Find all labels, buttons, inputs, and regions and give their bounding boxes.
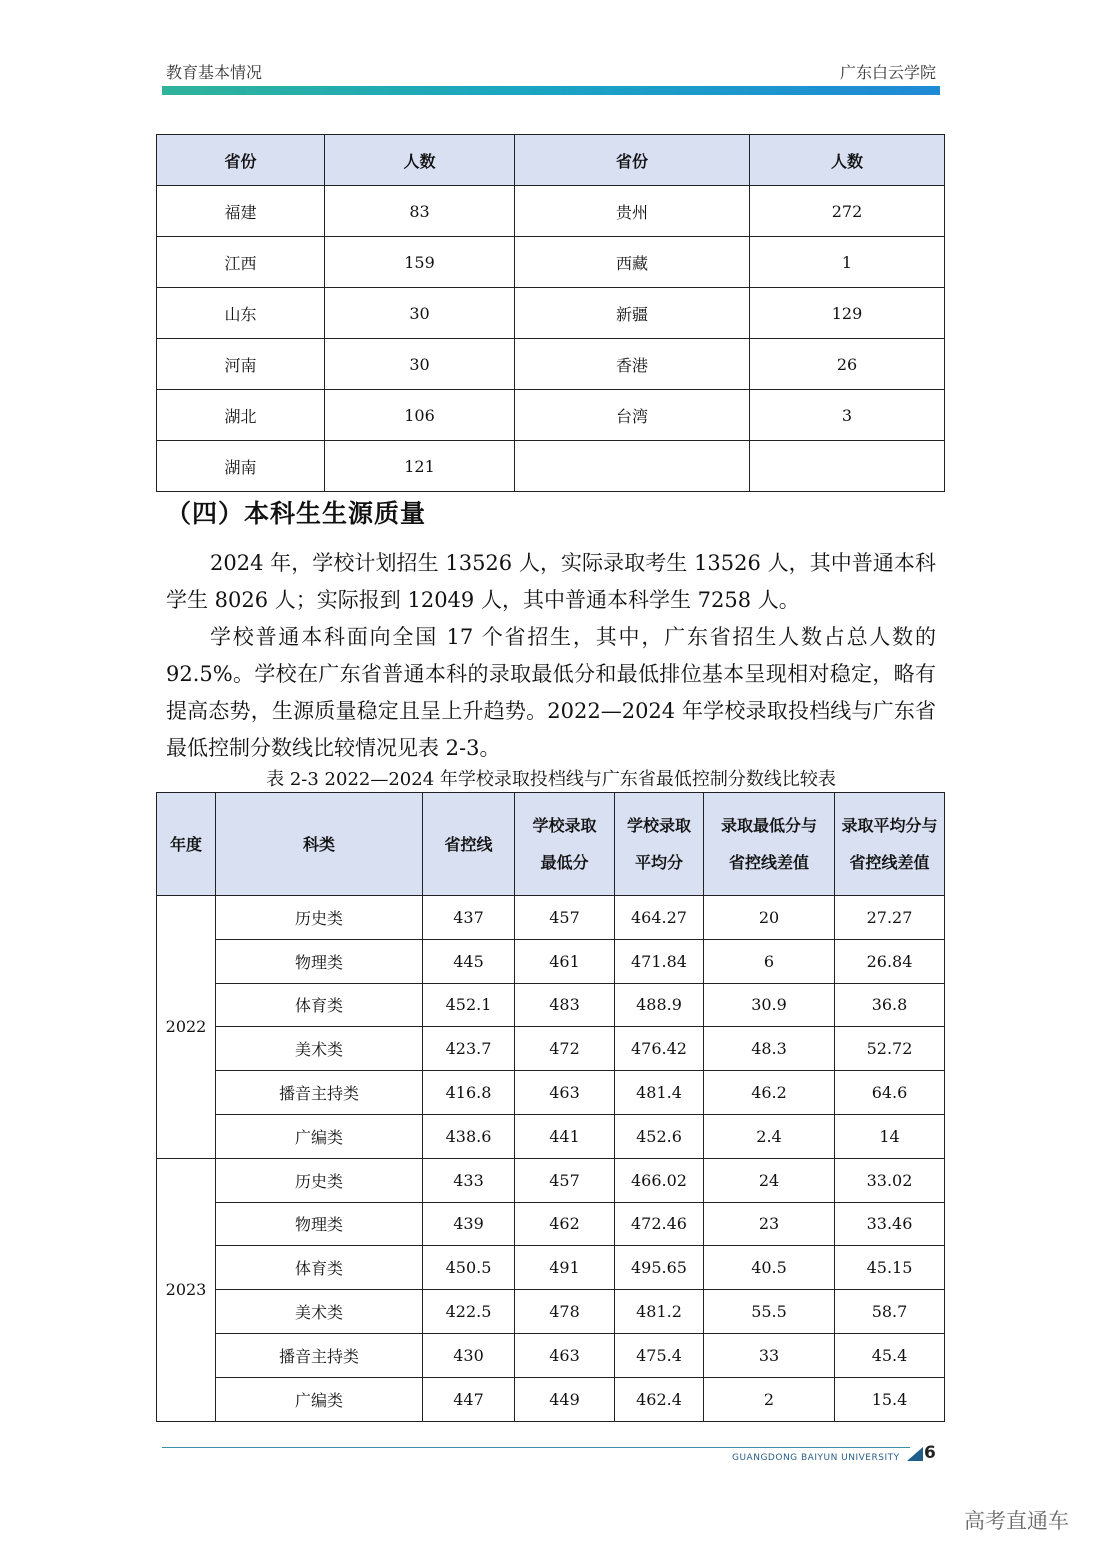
- score-cell: 416.8: [423, 1071, 515, 1115]
- category-cell: 广编类: [216, 1114, 423, 1158]
- column-header: 省控线: [423, 793, 515, 896]
- table-row: [157, 1202, 945, 1246]
- table-row: [157, 339, 945, 390]
- score-cell: 46.2: [704, 1071, 835, 1115]
- column-header: [515, 793, 615, 896]
- table-cell: 湖北: [157, 390, 325, 441]
- category-cell: 播音主持类: [216, 1333, 423, 1377]
- score-cell: 438.6: [423, 1114, 515, 1158]
- category-cell: 美术类: [216, 1290, 423, 1334]
- table-row: [157, 939, 945, 983]
- running-header-left: 教育基本情况: [166, 63, 263, 82]
- score-cell: 488.9: [615, 983, 704, 1027]
- column-header-label: 录取平均分与省控线差值: [841, 816, 938, 872]
- column-header: 人数: [325, 135, 515, 186]
- score-cell: 55.5: [704, 1290, 835, 1334]
- table-cell: 山东: [157, 288, 325, 339]
- score-cell: 481.4: [615, 1071, 704, 1115]
- category-cell: 美术类: [216, 1027, 423, 1071]
- score-cell: 437: [423, 896, 515, 940]
- category-cell: 体育类: [216, 983, 423, 1027]
- category-cell: 物理类: [216, 939, 423, 983]
- table-row: [157, 288, 945, 339]
- score-cell: 64.6: [835, 1071, 945, 1115]
- score-cell: 450.5: [423, 1246, 515, 1290]
- score-cell: 472.46: [615, 1202, 704, 1246]
- table-row: [157, 390, 945, 441]
- column-header: [615, 793, 704, 896]
- category-cell: 播音主持类: [216, 1071, 423, 1115]
- score-cell: 441: [515, 1114, 615, 1158]
- score-cell: 30.9: [704, 983, 835, 1027]
- table-cell: 台湾: [515, 390, 750, 441]
- category-cell: 体育类: [216, 1246, 423, 1290]
- score-cell: 20: [704, 896, 835, 940]
- table-row: [157, 441, 945, 492]
- table-caption: 表 2-3 2022—2024 年学校录取投档线与广东省最低控制分数线比较表: [266, 769, 836, 790]
- table-cell: 106: [325, 390, 515, 441]
- watermark: 高考直通车: [964, 1509, 1069, 1533]
- table-cell: 30: [325, 339, 515, 390]
- score-cell: 445: [423, 939, 515, 983]
- footer-triangle-icon: [907, 1447, 923, 1461]
- score-cell: 478: [515, 1290, 615, 1334]
- category-cell: 广编类: [216, 1377, 423, 1421]
- score-cell: 52.72: [835, 1027, 945, 1071]
- score-cell: 14: [835, 1114, 945, 1158]
- score-comparison-table: [156, 792, 945, 1422]
- score-cell: 48.3: [704, 1027, 835, 1071]
- body-paragraph: 学校普通本科面向全国 17 个省招生，其中，广东省招生人数占总人数的 92.5%。学校在广东省普通本科的录取最低分和最低排位基本呈现相对稳定，略有提高态势，生源质量稳定且呈上升趋势。2022—2024 年学校录取投档线与广东省最低控制分数线比较情况见表 2-3。: [166, 625, 936, 760]
- table-row: [157, 186, 945, 237]
- score-cell: 2: [704, 1377, 835, 1421]
- score-cell: 58.7: [835, 1290, 945, 1334]
- table-cell: 新疆: [515, 288, 750, 339]
- score-cell: 40.5: [704, 1246, 835, 1290]
- table-cell: 3: [750, 390, 945, 441]
- table-cell: 159: [325, 237, 515, 288]
- category-cell: 历史类: [216, 1158, 423, 1202]
- table-cell: 26: [750, 339, 945, 390]
- province-table: [156, 134, 945, 492]
- column-header: 年度: [157, 793, 216, 896]
- table-cell: 湖南: [157, 441, 325, 492]
- table-row: [157, 1114, 945, 1158]
- year-cell: 2022: [157, 896, 216, 1159]
- table-row: [157, 237, 945, 288]
- table-row: [157, 1027, 945, 1071]
- score-cell: 33: [704, 1333, 835, 1377]
- score-cell: 466.02: [615, 1158, 704, 1202]
- province-table-header-row: [157, 135, 945, 186]
- score-cell: 491: [515, 1246, 615, 1290]
- score-cell: 463: [515, 1333, 615, 1377]
- score-cell: 472: [515, 1027, 615, 1071]
- score-cell: 481.2: [615, 1290, 704, 1334]
- table-cell: 贵州: [515, 186, 750, 237]
- score-cell: 452.1: [423, 983, 515, 1027]
- year-cell: 2023: [157, 1158, 216, 1421]
- table-row: [157, 1158, 945, 1202]
- page-number: 6: [924, 1443, 936, 1463]
- footer-university-name: GUANGDONG BAIYUN UNIVERSITY: [732, 1453, 900, 1463]
- table-cell: 河南: [157, 339, 325, 390]
- score-cell: 464.27: [615, 896, 704, 940]
- table-cell: 129: [750, 288, 945, 339]
- score-cell: 457: [515, 896, 615, 940]
- table-row: [157, 983, 945, 1027]
- score-cell: 495.65: [615, 1246, 704, 1290]
- table-cell: 30: [325, 288, 515, 339]
- table-cell: 香港: [515, 339, 750, 390]
- score-cell: 6: [704, 939, 835, 983]
- category-cell: 历史类: [216, 896, 423, 940]
- table-row: [157, 1290, 945, 1334]
- column-header: [704, 793, 835, 896]
- score-cell: 24: [704, 1158, 835, 1202]
- score-cell: 23: [704, 1202, 835, 1246]
- table-cell: 272: [750, 186, 945, 237]
- score-cell: 462.4: [615, 1377, 704, 1421]
- column-header-label: 录取最低分与省控线差值: [720, 816, 817, 872]
- score-cell: 36.8: [835, 983, 945, 1027]
- score-cell: 33.46: [835, 1202, 945, 1246]
- column-header: 科类: [216, 793, 423, 896]
- score-cell: 457: [515, 1158, 615, 1202]
- table-cell: 江西: [157, 237, 325, 288]
- score-cell: 430: [423, 1333, 515, 1377]
- score-cell: 422.5: [423, 1290, 515, 1334]
- table-cell: 83: [325, 186, 515, 237]
- table-cell: [750, 441, 945, 492]
- column-header: 省份: [157, 135, 325, 186]
- score-cell: 33.02: [835, 1158, 945, 1202]
- header-gradient-bar: [162, 86, 940, 95]
- table-row: [157, 1071, 945, 1115]
- table-row: [157, 1377, 945, 1421]
- table-cell: 福建: [157, 186, 325, 237]
- score-cell: 461: [515, 939, 615, 983]
- score-cell: 449: [515, 1377, 615, 1421]
- table-row: [157, 1333, 945, 1377]
- table-cell: 西藏: [515, 237, 750, 288]
- score-table-header-row: [157, 793, 945, 896]
- column-header: 省份: [515, 135, 750, 186]
- column-header-label: 学校录取平均分: [626, 816, 691, 872]
- table-cell: 121: [325, 441, 515, 492]
- table-cell: 1: [750, 237, 945, 288]
- score-cell: 45.4: [835, 1333, 945, 1377]
- score-cell: 15.4: [835, 1377, 945, 1421]
- footer-rule: [162, 1447, 910, 1448]
- section-heading: （四）本科生生源质量: [166, 499, 427, 528]
- table-row: [157, 896, 945, 940]
- score-cell: 462: [515, 1202, 615, 1246]
- score-cell: 463: [515, 1071, 615, 1115]
- body-paragraph: 2024 年，学校计划招生 13526 人，实际录取考生 13526 人，其中普通本科学生 8026 人；实际报到 12049 人，其中普通本科学生 7258 人。: [166, 551, 936, 612]
- score-cell: 45.15: [835, 1246, 945, 1290]
- score-cell: 483: [515, 983, 615, 1027]
- score-cell: 475.4: [615, 1333, 704, 1377]
- table-row: [157, 1246, 945, 1290]
- score-cell: 471.84: [615, 939, 704, 983]
- score-cell: 447: [423, 1377, 515, 1421]
- score-cell: 27.27: [835, 896, 945, 940]
- running-header-right: 广东白云学院: [839, 63, 936, 82]
- score-cell: 2.4: [704, 1114, 835, 1158]
- score-cell: 423.7: [423, 1027, 515, 1071]
- score-cell: 26.84: [835, 939, 945, 983]
- score-cell: 452.6: [615, 1114, 704, 1158]
- score-cell: 433: [423, 1158, 515, 1202]
- category-cell: 物理类: [216, 1202, 423, 1246]
- table-cell: [515, 441, 750, 492]
- score-cell: 476.42: [615, 1027, 704, 1071]
- column-header-label: 学校录取最低分: [532, 816, 597, 872]
- column-header: [835, 793, 945, 896]
- column-header: 人数: [750, 135, 945, 186]
- score-cell: 439: [423, 1202, 515, 1246]
